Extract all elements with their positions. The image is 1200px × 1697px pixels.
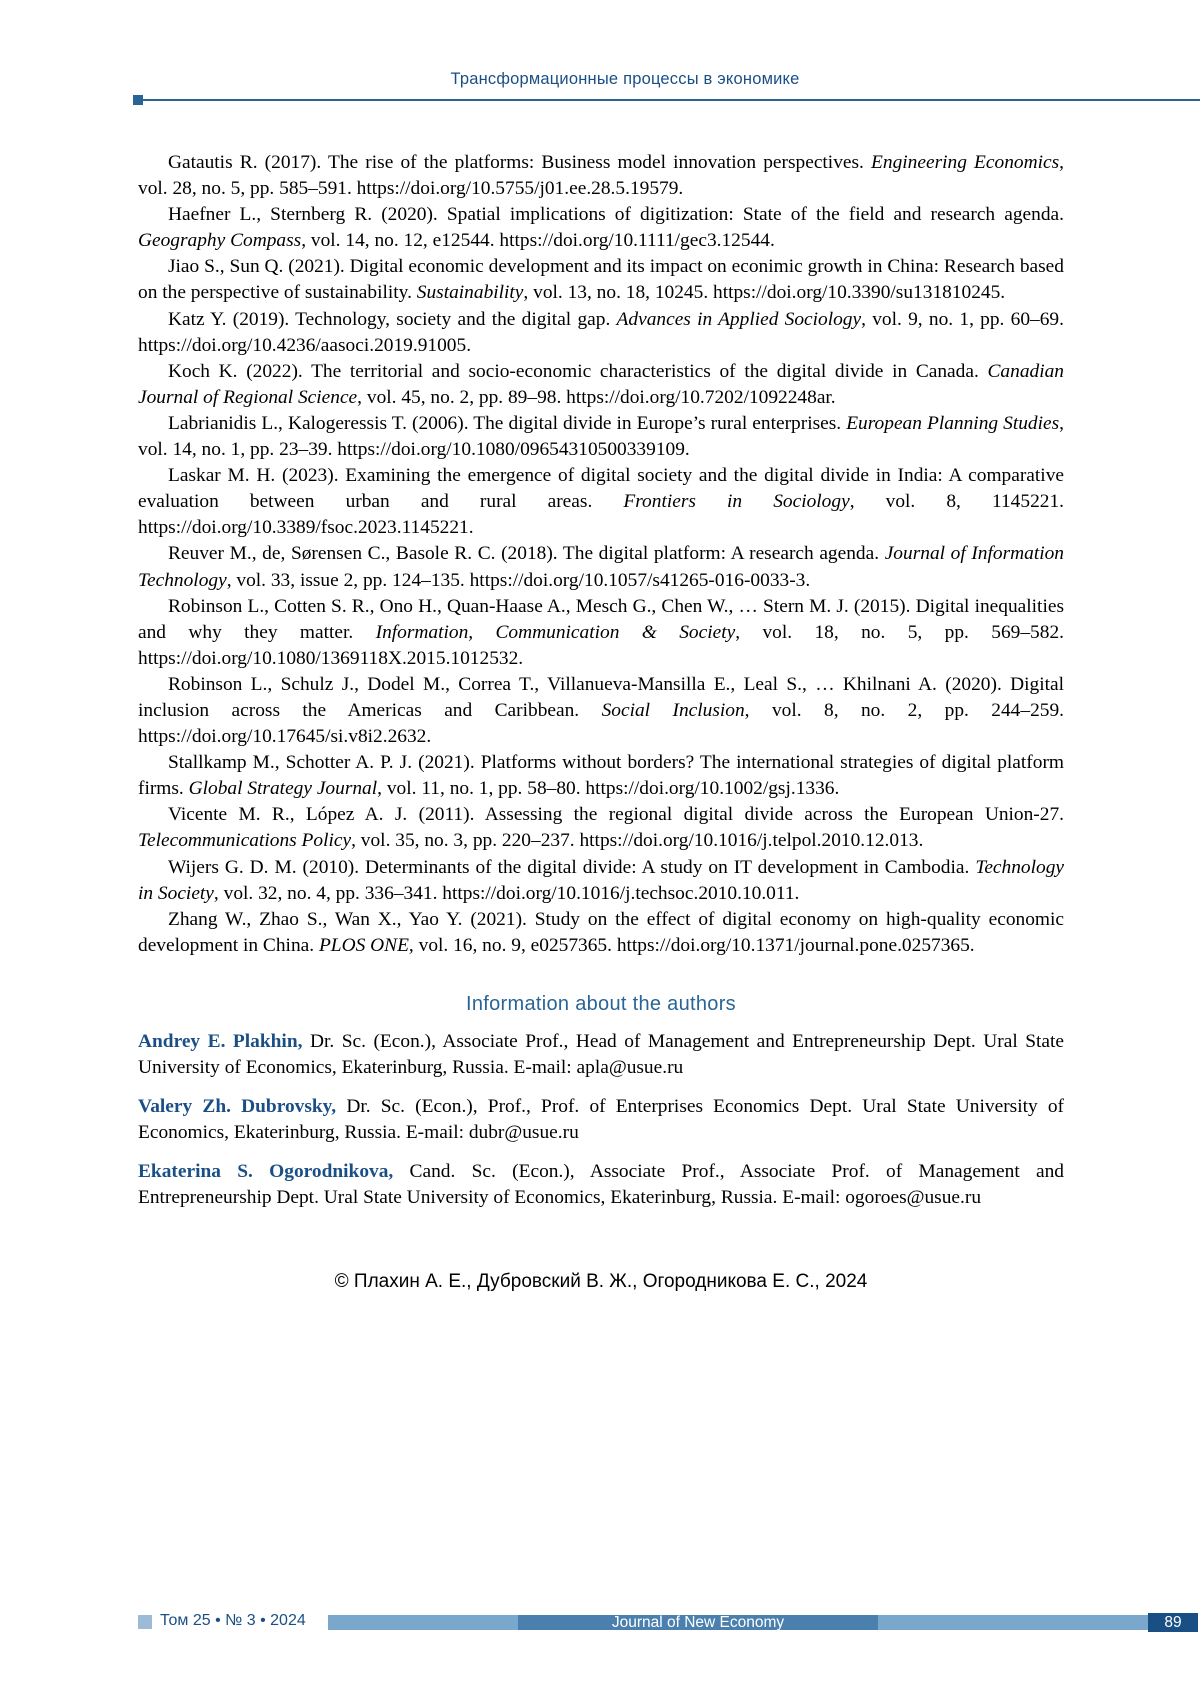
copyright-line: © Плахин А. Е., Дубровский В. Ж., Огородникова Е. С., 2024 <box>334 1271 868 1293</box>
reference-text: , vol. 8, no. 2, pp. 244–259. https://doi.org/10.17645/si.v8i2.2632. <box>138 699 1065 748</box>
author-entry <box>138 1094 1064 1146</box>
reference-source-title: Global Strategy Journal <box>188 778 378 800</box>
reference-text: Robinson L., Schulz J., Dodel M., Correa T., Villanueva-Mansilla E., Leal S., … Khilnani A. (2020). Digital inclusion across the Americas and Caribbean. <box>138 673 1064 721</box>
reference-entry <box>138 802 1064 854</box>
reference-entry <box>138 594 1064 672</box>
reference-text: Koch K. (2022). The territorial and socio-economic characteristics of the digital divide in Canada. <box>168 360 988 382</box>
footer-bar-left <box>328 1615 518 1630</box>
reference-text: , vol. 35, no. 3, pp. 220–237. https://doi.org/10.1016/j.telpol.2010.12.013. <box>351 830 924 852</box>
reference-text: , vol. 18, no. 5, pp. 569–582. https://doi.org/10.1080/1369118X.2015.1012532. <box>138 621 1064 669</box>
reference-text: , vol. 13, no. 18, 10245. https://doi.org/10.3390/su131810245. <box>523 282 1006 304</box>
references-list <box>138 150 1064 959</box>
footer-bar-right <box>878 1615 1148 1630</box>
reference-entry <box>138 202 1064 254</box>
reference-text: Katz Y. (2019). Technology, society and the digital gap. <box>168 308 617 330</box>
author-details: Cand. Sc. (Econ.), Associate Prof., Associate Prof. of Management and Entrepreneurship Dept. Ural State University of Economics, Ekaterinburg, Russia. E-mail: ogoroes@usue.ru <box>138 1161 1064 1209</box>
author-details: Dr. Sc. (Econ.), Associate Prof., Head of Management and Entrepreneurship Dept. Ural State University of Economics, Ekaterinburg, Russia. E-mail: apla@usue.ru <box>138 1030 1064 1078</box>
reference-text: , vol. 45, no. 2, pp. 89–98. https://doi.org/10.7202/1092248ar. <box>357 386 836 408</box>
reference-entry <box>138 750 1064 802</box>
reference-text: Haefner L., Sternberg R. (2020). Spatial implications of digitization: State of the field and research agenda. <box>168 204 1064 226</box>
reference-text: Jiao S., Sun Q. (2021). Digital economic development and its impact on econimic growth in China: Research based on the perspective of sustainability. <box>138 256 1064 304</box>
reference-text: , vol. 32, no. 4, pp. 336–341. https://doi.org/10.1016/j.techsoc.2010.10.011. <box>213 882 800 904</box>
reference-text: Gatautis R. (2017). The rise of the platforms: Business model innovation perspectives. <box>168 152 872 173</box>
reference-source-title: European Planning Studies <box>846 412 1060 434</box>
header-divider <box>140 99 1200 101</box>
reference-entry <box>138 411 1064 463</box>
reference-source-title: Canadian Journal of Regional Science <box>138 360 1064 408</box>
footer-page-number: 89 <box>1148 1613 1198 1632</box>
reference-text: , vol. 28, no. 5, pp. 585–591. https://doi.org/10.5755/j01.ee.28.5.19579. <box>138 152 1064 200</box>
reference-entry <box>138 359 1064 411</box>
article-body <box>138 150 1064 1293</box>
running-head-title: Трансформационные процессы в экономике <box>450 70 800 88</box>
reference-text: , vol. 14, no. 1, pp. 23–39. https://doi.org/10.1080/09654310500339109. <box>138 412 1065 461</box>
reference-text: Labrianidis L., Kalogeressis T. (2006). The digital divide in Europe’s rural enterprises. <box>168 412 847 434</box>
author-entry <box>138 1029 1064 1081</box>
reference-text: Wijers G. D. M. (2010). Determinants of the digital divide: A study on IT development in Cambodia. <box>168 856 976 878</box>
author-name: Valery Zh. Dubrovsky, <box>138 1096 337 1118</box>
reference-source-title: Information, Communication & Society <box>375 621 736 643</box>
reference-entry <box>138 541 1064 593</box>
reference-entry <box>138 307 1064 359</box>
author-entry <box>138 1159 1064 1211</box>
authors-section-heading: Information about the authors <box>466 992 736 1015</box>
reference-source-title: PLOS ONE <box>318 934 409 956</box>
reference-text: , vol. 8, 1145221. https://doi.org/10.3389/fsoc.2023.1145221. <box>138 491 1065 539</box>
reference-entry <box>138 150 1064 202</box>
authors-list <box>138 1029 1064 1212</box>
author-details: Dr. Sc. (Econ.), Prof., Prof. of Enterprises Economics Dept. Ural State University of Economics, Ekaterinburg, Russia. E-mail: dubr@usue.ru <box>138 1096 1064 1144</box>
reference-text: , vol. 33, issue 2, pp. 124–135. https://doi.org/10.1057/s41265-016-0033-3. <box>226 569 811 591</box>
reference-entry <box>138 254 1064 306</box>
author-name: Ekaterina S. Ogorodnikova, <box>138 1161 394 1183</box>
reference-text: , vol. 16, no. 9, e0257365. https://doi.org/10.1371/journal.pone.0257365. <box>408 934 975 956</box>
footer-marker-square <box>138 1615 152 1629</box>
reference-source-title: Sustainability <box>416 282 524 304</box>
reference-source-title: Engineering Economics <box>871 152 1060 173</box>
reference-source-title: Journal of Information Technology <box>138 543 1064 591</box>
reference-text: , vol. 9, no. 1, pp. 60–69. https://doi.org/10.4236/aasoci.2019.91005. <box>138 308 1064 356</box>
reference-entry <box>138 855 1064 907</box>
footer-journal-name: Journal of New Economy <box>518 1615 878 1630</box>
reference-source-title: Frontiers in Sociology <box>623 491 850 513</box>
reference-source-title: Technology in Society <box>138 856 1064 904</box>
author-name: Andrey E. Plakhin, <box>138 1030 303 1052</box>
reference-text: Vicente M. R., López A. J. (2011). Assessing the regional digital divide across the European Union-27. <box>168 804 1064 826</box>
reference-text: Stallkamp M., Schotter A. P. J. (2021). Platforms without borders? The international strategies of digital platform firms. <box>138 752 1064 800</box>
page-footer <box>138 1612 1182 1634</box>
reference-entry <box>138 907 1064 959</box>
reference-source-title: Social Inclusion <box>601 699 745 721</box>
reference-text: , vol. 11, no. 1, pp. 58–80. https://doi.org/10.1002/gsj.1336. <box>377 778 840 800</box>
reference-source-title: Geography Compass <box>138 230 302 252</box>
footer-issue-info: Том 25 • № 3 • 2024 <box>160 1612 306 1629</box>
reference-text: Reuver M., de, Sørensen C., Basole R. C. (2018). The digital platform: A research agenda. <box>168 543 885 565</box>
reference-text: Laskar M. H. (2023). Examining the emergence of digital society and the digital divide in India: A comparative evaluation between urban and rural areas. <box>138 465 1064 513</box>
reference-entry <box>138 463 1064 541</box>
reference-entry <box>138 672 1064 750</box>
reference-text: Zhang W., Zhao S., Wan X., Yao Y. (2021). Study on the effect of digital economy on high-quality economic development in China. <box>138 908 1064 956</box>
reference-source-title: Advances in Applied Sociology <box>616 308 862 330</box>
reference-text: Robinson L., Cotten S. R., Ono H., Quan-Haase A., Mesch G., Chen W., … Stern M. J. (2015). Digital inequalities and why they matter. <box>138 595 1064 643</box>
reference-source-title: Telecommunications Policy <box>138 830 352 852</box>
reference-text: , vol. 14, no. 12, e12544. https://doi.org/10.1111/gec3.12544. <box>301 230 775 252</box>
running-head <box>140 70 1200 89</box>
